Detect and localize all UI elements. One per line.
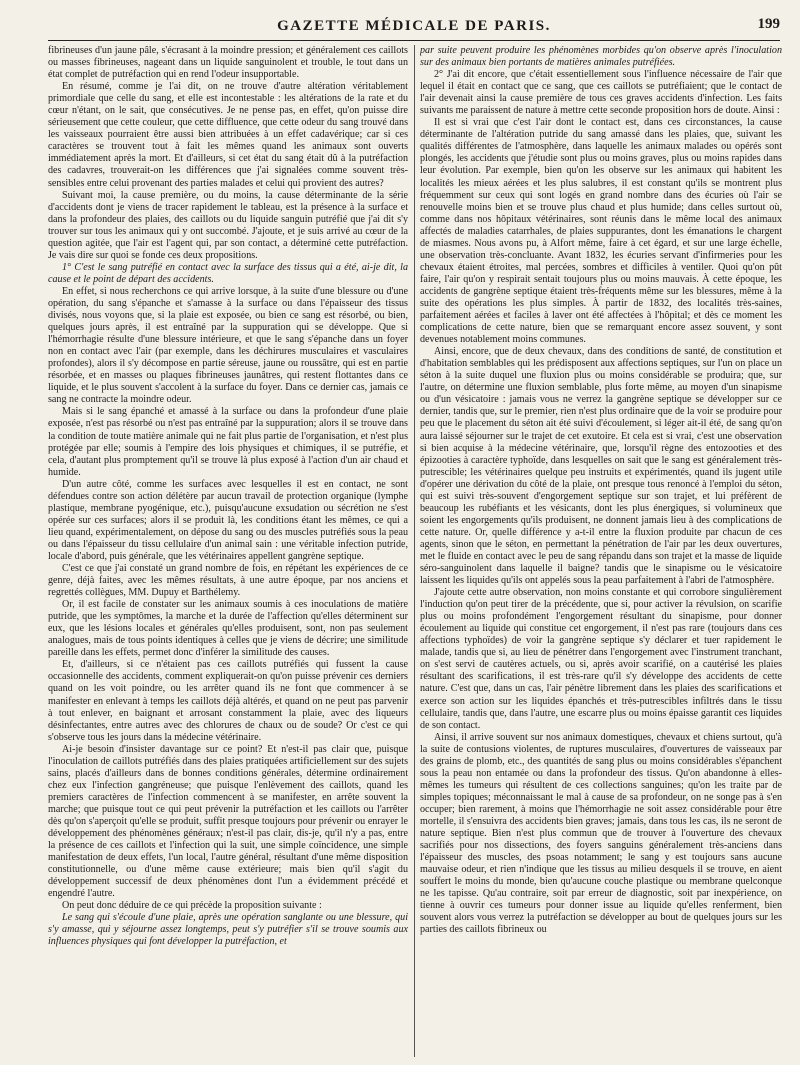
paragraph: Or, il est facile de constater sur les animaux soumis à ces inoculations de matière putride, que les symptômes, la marche et la durée de l'affection qu'elles déterminent sur eux, que les lésions locales et générales qu'elles produisent, sont, non pas seulement analogues, mais de tous points identiques à celles que je viens de décrire; une similitude pareille dans les effets, permet donc d'inférer la similitude des causes.	[48, 599, 408, 659]
paragraph: Il est si vrai que c'est l'air dont le contact est, dans ces circonstances, la cause déterminante de l'altération putride du sang amassé dans les plaies, que, suivant les qualités différentes de l'atmosphère, dans laquelle les animaux malades ou opérés sont plongés, les accidents que j'étudie sont plus ou moins graves, plus ou moins rapides dans leur évolution. Par exemple, bien qu'on les observe sur les animaux qui habitent les localités les mieux aérées et les plus salubres, il est constant qu'ils se montrent plus fréquemment sur ceux qui sont logés en grand nombre dans des écuries où l'air se renouvelle moins bien et se trouve plus chaud et plus humide; dans celles surtout où, comme dans nos hôpitaux vétérinaires, sont réunis dans le même local des animaux affectés de maladies catarrhales, de plaies suppurantes, dont les émanations le chargent de miasmes. Nous avons pu, à Alfort même, faire à cet égard, et sur une large échelle, une observation très-concluante. Avant 1832, les écuries servant d'infirmeries pour les chevaux étaient étroites, mal percées, sombres et difficiles à ventiler. Quoi qu'on pût faire, l'air qu'on y respirait sentait toujours plus ou moins mauvais. À cette époque, les accidents de gangrène septique étaient très-fréquents même sur les blessures, même à la suite des opérations les plus simples. À partir de 1832, des localités très-saines, parfaitement aérées et faciles à laver ont été affectées à l'hôpital; et dès ce moment les complications de cette nature, bien que se remarquant encore assez souvent, y sont devenues notablement moins communes.	[420, 117, 782, 346]
conclusion-proposition: Le sang qui s'écoule d'une plaie, après une opération sanglante ou une blessure, qui s'y amasse, qui y séjourne assez longtemps, peut s'y putréfier s'il se trouve soumis aux influences physiques qui font développer la putréfaction, et	[48, 912, 408, 948]
right-column	[420, 45, 782, 1057]
paragraph: C'est ce que j'ai constaté un grand nombre de fois, en répétant les expériences de ce genre, déjà faites, avec les mêmes résultats, à une autre époque, par nos anciens et regrettés collègues, MM. Dupuy et Barthélemy.	[48, 563, 408, 599]
paragraph: Ainsi, il arrive souvent sur nos animaux domestiques, chevaux et chiens surtout, qu'à la suite de contusions violentes, de ruptures musculaires, d'ouvertures de vaisseaux par des grains de plomb, etc., des quantités de sang plus ou moins considérables s'épanchent sous la peau non entamée ou dans la profondeur des tissus. Qu'on abandonne à elles-mêmes les tumeurs qui résultent de ces collections sanguines; qu'on les traite par de simples topiques; méconnaissant le mal à cause de sa profondeur, on ne songe pas à s'en occuper; bien rarement, à moins que l'hémorrhagie ne soit assez considérable pour être mortelle, il s'ensuivra des accidents bien graves; jamais, dans tous les cas, ils ne seront de nature septique. Bien n'est plus commun que de trouver à l'ouverture des chevaux sacrifiés pour nos dissections, des foyers sanguins généralement très-anciens dans l'épaisseur des muscles, des psoas notamment; le sang y est toujours sans aucune mauvaise odeur, et rien n'indique que les tissus au milieu desquels il se trouve, en aient souffert le moins du monde, bien qu'aucune couche plastique ou membrane quelconque ne les tapisse. Qu'au contraire, soit par erreur de diagnostic, soit par inexpérience, on tienne à ouvrir ces tumeurs pour donner issue au liquide qu'elles renferment, bien souvent alors vous verrez la putréfaction se développer au bout de quelques jours sur les parties des caillots fibrineux ou	[420, 731, 782, 936]
column-divider	[414, 45, 415, 1057]
paragraph: Mais si le sang épanché et amassé à la surface ou dans la profondeur d'une plaie exposée, n'est pas résorbé ou n'est pas entraîné par la suppuration; alors il se trouve dans la condition de toute matière animale qui ne fait plus partie de l'organisation, et n'est plus protégée par elle; soumis à l'empire des lois physiques et chimiques, il se putréfie, et cela, d'autant plus promptement qu'il se trouve là plus exposé à l'action d'un air chaud et humide.	[48, 406, 408, 478]
paragraph: On peut donc déduire de ce qui précède la proposition suivante :	[62, 900, 322, 912]
paragraph: J'ajoute cette autre observation, non moins constante et qui corrobore singulièrement l'induction qu'on peut tirer de la précédente, que si, pour activer la révulsion, on scarifie plus ou moins profondément l'engorgement résultant du sinapisme, pour donner écoulement au liquide qui constitue cet engorgement, il n'est pas rare (toujours dans ces affections typhoïdes) de voir la gangrène septique s'y déclarer et tuer rapidement le malade, tandis que si, au lieu de pénétrer dans l'engorgement avec l'instrument tranchant, on s'est servi de cautères actuels, ou si, après avoir scarifié, on a cautérisé les plaies résultant des scarifications, il est très-rare qu'il s'y développe des accidents de cette nature. C'est que, dans un cas, l'air pénètre librement dans les plaies des scarifications et exerce son action sur les liquides épanchés et très-putrescibles infiltrés dans le tissu cellulaire, tandis que, dans l'autre, une escarre plus ou moins épaisse garantit ces liquides de son contact.	[420, 587, 782, 731]
page-header	[48, 10, 780, 41]
paragraph: En effet, si nous recherchons ce qui arrive lorsque, à la suite d'une blessure ou d'une opération, du sang s'épanche et s'amasse à la surface ou dans l'épaisseur des tissus divisés, nous voyons que, si la plaie est exposée, ou bien ce sang est résorbé, ou bien, quelques jours après, il est entraîné par la suppuration qui se développe. Que si l'hémorrhagie résulte d'une blessure intérieure, et que le sang s'épanche dans un foyer non en contact avec l'air (par exemple, dans les déchirures musculaires et vasculaires profondes), alors il s'y décompose en partie séreuse, jaune ou roussâtre, qui est en partie résorbée, et en masses ou plaques fibrineuses jaunâtres, qui restent flottantes dans ce liquide, et le plus souvent s'accolent à la surface du foyer. Dans ce dernier cas, jamais ce sang ne contracte la moindre odeur.	[48, 285, 408, 406]
paragraph: Ainsi, encore, que de deux chevaux, dans des conditions de santé, de constitution et d'habitation semblables qui les prédisposent aux affections septiques, sur l'un on place un séton à la suite duquel une fluxion plus ou moins considérable se produira; que, sur l'autre, on détermine une fluxion semblable, plus forte même, au moyen d'un sinapisme ou d'un vésicatoire : jamais vous ne verrez la gangrène septique se développer sur ce dernier, tandis que, sur le premier, rien n'est plus ordinaire que de la voir se produire pour peu que le placement du séton ait été suivi d'écoulement, si léger ait-il été, de sang qu'on aura laissé séjourner sur le trajet de cet exutoire. Et cela est si vrai, c'est une observation si bien acquise à la médecine vétérinaire, que, lorsqu'il règne des entozooties et des épizooties à caractère typhoïde, dans lesquelles on sait que le sang est généralement très-putrescible; les vétérinaires quelque peu instruits et expérimentés, quand ils jugent utile d'opérer une dérivation du côté de la plaie, ont presque tous renoncé à l'emploi du séton, qui est suivi très-souvent d'engorgement septique sur son trajet, et lui préfèrent de beaucoup les rubéfiants et les vésicants, dont les plus énergiques, si volumineux que soient les engorgements qu'ils produisent, ne donnent jamais lieu à des complications de cette nature. Or, quelle différence y a-t-il entre la fluxion produite par chacun de ces agents, sinon que le séton, en permettant la pénétration de l'air par les deux ouvertures, met le fluide en contact avec le peu de sang répandu dans son trajet et la masse de liquide séro-sanguinolent dans laquelle il baigne? tandis que le sinapisme ou le vésicatoire laissent les liquides qu'ils ont appelés sous la peau parfaitement à l'abri de l'atmosphère.	[420, 346, 782, 587]
paragraph: fibrineuses d'un jaune pâle, s'écrasant à la moindre pression; et généralement ces caillots ou masses fibrineuses, nageant dans un liquide sanguinolent et trouble, le tout dans un état complet de putréfaction qui en rend l'odeur insupportable.	[48, 45, 408, 81]
paragraph: par suite peuvent produire les phénomènes morbides qu'on observe après l'inoculation sur des animaux bien portants de matières animales putréfiées.	[420, 45, 782, 69]
proposition-one: 1° C'est le sang putréfié en contact avec la surface des tissus qui a été, ai-je dit, la cause et le point de départ des accidents.	[48, 261, 408, 285]
page-number: 199	[757, 16, 780, 32]
left-column	[48, 45, 408, 1057]
paragraph: Suivant moi, la cause première, ou du moins, la cause déterminante de la série d'accidents dont je viens de tracer rapidement le tableau, est la présence à la surface et dans la profondeur des plaies, des caillots ou du liquide sanguin putréfié que j'ai dit s'y trouver sur tous les animaux qui y ont succombé. J'ajoute, et je suis arrivé au cœur de la question agitée, que l'air est l'agent qui, par son contact, a déterminé cette putréfaction. Je vais dire sur quoi se fonde ces deux propositions.	[48, 189, 408, 261]
paragraph: Ai-je besoin d'insister davantage sur ce point? Et n'est-il pas clair que, puisque l'inoculation de caillots putréfiés dans des plaies pratiquées artificiellement sur des sujets sains, placés d'ailleurs dans de bonnes conditions générales, détermine ordinairement chez eux l'infection gangréneuse; que puisque l'enlèvement des caillots, quand les premiers caractères de l'infection commencent à se manifester, en arrête souvent la marche; que puisque tout ce qui peut prévenir la putréfaction et les caillots ou l'arrêter dès qu'on s'aperçoit qu'elle se produit, suffit presque toujours pour prévenir ou enrayer le développement des phénomènes généraux; n'est-il pas clair, dis-je, qu'il n'y a pas, entre la présence de ces caillots et l'infection qui la suit, une simple coïncidence, une simple manifestation de deux effets, l'un local, l'autre général, résultant d'une même disposition constitutionnelle, ou d'une même cause extérieure; mais bien qu'il s'agit du développement successif de deux phénomènes dont l'un a évidemment précédé et engendré l'autre.	[48, 743, 408, 900]
paragraph: En résumé, comme je l'ai dit, on ne trouve d'autre altération véritablement primordiale que celle du sang, et elle est incontestable : les altérations de la rate et du cœur n'étant, on le sait, que consécutives. Je ne pense pas, en effet, qu'on puisse dire sérieusement que cette couleur, que cette diffluence, que cette odeur du sang trouvé dans les vaisseaux pourraient être aussi bien attribuées à un effet cadavérique; car si ces caractères se trouvent tout à fait les mêmes quand les animaux sont ouverts immédiatement après la mort. Et d'ailleurs, si cet état du sang était dû à la putréfaction des cadavres, trouverait-on les différences que j'ai signalées comme souvent très-sensibles entre celui provenant des parties malades et celui qui provient des autres?	[48, 81, 408, 189]
paragraph: D'un autre côté, comme les surfaces avec lesquelles il est en contact, ne sont défendues contre son action délétère par aucun travail de protection organique (lymphe plastique, membrane pyogénique, etc.), puisqu'aucune exsudation ou sécrétion ne s'est opérée sur ces surfaces; alors il se produit là, les conditions étant les mêmes, ce qui a lieu quand, expérimentalement, on dépose du sang ou des muscles putréfiés sous la peau ou dans l'épaisseur du tissu cellulaire d'un animal sain : une véritable infection putride, locale d'abord, puis générale, que les vétérinaires appellent gangrène septique.	[48, 478, 408, 562]
proposition-two: 2° J'ai dit encore, que c'était essentiellement sous l'influence nécessaire de l'air que lequel il était en contact que ce sang, que ces caillots se putréfiaient; que le contact de l'air devenait ainsi la cause première de tous ces graves accidents d'infection. Les faits suivants me paraissent de nature à mettre cette seconde proposition hors de doute. Ainsi :	[420, 69, 782, 117]
paragraph: Et, d'ailleurs, si ce n'étaient pas ces caillots putréfiés qui fussent la cause occasionnelle des accidents, comment expliquerait-on qu'on puisse prévenir ces derniers quand on les voit poindre, ou les arrêter quand ils ne font que commencer à se manifester en enlevant à temps les caillots déjà altérés, et quand on ne peut pas parvenir à tout enlever, en baignant et arrosant constamment la plaie, avec des liqueurs désinfectantes, entre autres avec des chlorures de chaux ou de soude? Or c'est ce qui s'observe tous les jours dans la médecine vétérinaire.	[48, 659, 408, 743]
journal-title: GAZETTE MÉDICALE DE PARIS.	[277, 18, 551, 34]
